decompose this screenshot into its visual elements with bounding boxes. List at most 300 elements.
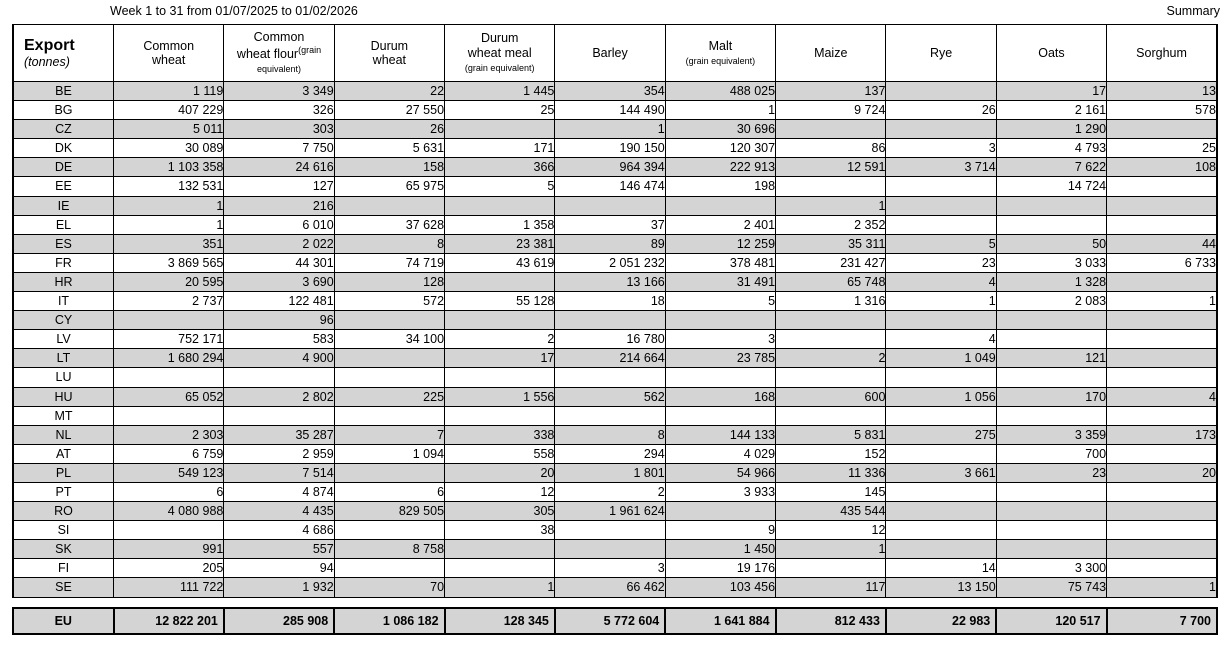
table-cell: 20 595 — [114, 272, 224, 291]
table-cell — [996, 482, 1106, 501]
table-cell: 137 — [776, 82, 886, 101]
table-cell: 96 — [224, 311, 334, 330]
table-cell: 30 089 — [114, 139, 224, 158]
table-cell — [1107, 406, 1217, 425]
header-line1: Oats — [1038, 45, 1065, 60]
export-table — [12, 24, 1218, 598]
table-cell: 2 959 — [224, 444, 334, 463]
table-cell — [445, 272, 555, 291]
row-country-code: EE — [13, 177, 114, 196]
table-row — [13, 387, 1217, 406]
row-country-code: LT — [13, 349, 114, 368]
table-cell: 121 — [996, 349, 1106, 368]
table-cell: 127 — [224, 177, 334, 196]
row-country-code: PL — [13, 463, 114, 482]
row-country-code: DK — [13, 139, 114, 158]
table-cell — [445, 311, 555, 330]
table-cell: 128 — [334, 272, 444, 291]
table-cell: 351 — [114, 234, 224, 253]
header-line1: Rye — [929, 45, 953, 60]
table-cell — [1107, 559, 1217, 578]
table-cell: 144 133 — [665, 425, 775, 444]
row-country-code: HR — [13, 272, 114, 291]
row-country-code: SK — [13, 540, 114, 559]
table-cell: 20 — [445, 463, 555, 482]
header-line1: Durum — [370, 38, 409, 53]
header-line2: wheat flour — [236, 46, 299, 61]
table-cell — [224, 368, 334, 387]
table-cell: 8 758 — [334, 540, 444, 559]
table-cell — [886, 82, 996, 101]
table-cell — [445, 120, 555, 139]
table-cell: 9 — [665, 521, 775, 540]
table-cell: 1 556 — [445, 387, 555, 406]
row-country-code: RO — [13, 502, 114, 521]
table-cell — [1107, 521, 1217, 540]
table-cell: 120 307 — [665, 139, 775, 158]
table-cell: 2 083 — [996, 292, 1106, 311]
table-cell: 1 — [114, 215, 224, 234]
table-cell — [114, 368, 224, 387]
table-cell: 1 056 — [886, 387, 996, 406]
table-cell: 1 290 — [996, 120, 1106, 139]
column-header-malt — [665, 25, 775, 82]
table-cell: 2 — [445, 330, 555, 349]
table-cell — [1107, 349, 1217, 368]
table-cell: 117 — [776, 578, 886, 597]
total-cell: 128 345 — [445, 608, 555, 634]
table-cell: 5 011 — [114, 120, 224, 139]
table-cell — [996, 311, 1106, 330]
table-cell: 13 — [1107, 82, 1217, 101]
table-cell: 3 — [555, 559, 665, 578]
total-cell: 120 517 — [996, 608, 1106, 634]
table-cell — [886, 177, 996, 196]
header-line1: Barley — [592, 45, 628, 60]
table-row — [13, 120, 1217, 139]
table-row — [13, 234, 1217, 253]
table-cell: 583 — [224, 330, 334, 349]
table-cell — [886, 311, 996, 330]
table-cell — [1107, 215, 1217, 234]
table-row — [13, 349, 1217, 368]
table-cell — [114, 521, 224, 540]
table-row — [13, 253, 1217, 272]
table-cell: 30 696 — [665, 120, 775, 139]
table-cell: 18 — [555, 292, 665, 311]
table-cell: 171 — [445, 139, 555, 158]
table-cell: 14 — [886, 559, 996, 578]
table-cell: 1 445 — [445, 82, 555, 101]
table-cell: 44 — [1107, 234, 1217, 253]
table-cell: 65 748 — [776, 272, 886, 291]
table-cell: 326 — [224, 101, 334, 120]
row-country-code: IE — [13, 196, 114, 215]
table-cell: 2 022 — [224, 234, 334, 253]
table-cell: 11 336 — [776, 463, 886, 482]
table-cell: 3 869 565 — [114, 253, 224, 272]
table-cell — [1107, 177, 1217, 196]
table-cell: 2 737 — [114, 292, 224, 311]
table-cell — [886, 196, 996, 215]
table-cell — [334, 463, 444, 482]
table-cell — [114, 406, 224, 425]
table-row — [13, 158, 1217, 177]
table-cell — [555, 196, 665, 215]
table-cell — [996, 406, 1106, 425]
table-cell — [555, 540, 665, 559]
table-cell — [886, 406, 996, 425]
table-cell: 27 550 — [334, 101, 444, 120]
table-cell — [996, 540, 1106, 559]
table-cell: 37 — [555, 215, 665, 234]
table-cell: 4 080 988 — [114, 502, 224, 521]
total-cell: 1 086 182 — [334, 608, 444, 634]
row-country-code: PT — [13, 482, 114, 501]
table-cell: 991 — [114, 540, 224, 559]
table-cell: 2 161 — [996, 101, 1106, 120]
table-row — [13, 559, 1217, 578]
table-cell: 17 — [996, 82, 1106, 101]
table-cell: 152 — [776, 444, 886, 463]
table-cell: 222 913 — [665, 158, 775, 177]
table-cell: 12 259 — [665, 234, 775, 253]
total-cell: 7 700 — [1107, 608, 1217, 634]
table-cell: 35 287 — [224, 425, 334, 444]
table-cell: 12 — [445, 482, 555, 501]
table-cell: 132 531 — [114, 177, 224, 196]
table-row — [13, 272, 1217, 291]
table-cell: 198 — [665, 177, 775, 196]
table-cell: 1 801 — [555, 463, 665, 482]
column-header-rye — [886, 25, 996, 82]
table-cell: 3 349 — [224, 82, 334, 101]
row-country-code: CY — [13, 311, 114, 330]
table-cell — [334, 521, 444, 540]
table-cell: 4 — [1107, 387, 1217, 406]
table-cell — [776, 406, 886, 425]
table-cell: 1 450 — [665, 540, 775, 559]
header-line1: Sorghum — [1136, 45, 1187, 60]
table-cell — [886, 502, 996, 521]
table-cell: 23 — [886, 253, 996, 272]
table-cell: 168 — [665, 387, 775, 406]
table-cell: 303 — [224, 120, 334, 139]
header-sub-line: (grain equivalent) — [685, 56, 756, 66]
table-cell — [996, 521, 1106, 540]
table-row — [13, 444, 1217, 463]
table-cell: 7 622 — [996, 158, 1106, 177]
table-cell: 19 176 — [665, 559, 775, 578]
table-cell: 25 — [1107, 139, 1217, 158]
table-row — [13, 311, 1217, 330]
table-cell — [665, 196, 775, 215]
row-country-code: BG — [13, 101, 114, 120]
table-cell: 55 128 — [445, 292, 555, 311]
table-cell: 86 — [776, 139, 886, 158]
table-cell: 34 100 — [334, 330, 444, 349]
table-cell: 488 025 — [665, 82, 775, 101]
table-cell: 3 300 — [996, 559, 1106, 578]
table-cell: 6 — [334, 482, 444, 501]
table-cell: 2 802 — [224, 387, 334, 406]
table-cell: 31 491 — [665, 272, 775, 291]
table-row — [13, 177, 1217, 196]
table-cell — [334, 406, 444, 425]
table-cell: 572 — [334, 292, 444, 311]
table-cell — [886, 215, 996, 234]
table-cell: 23 — [996, 463, 1106, 482]
table-cell: 111 722 — [114, 578, 224, 597]
table-cell — [886, 540, 996, 559]
header-sub-inline: (grain — [298, 44, 322, 55]
table-cell: 89 — [555, 234, 665, 253]
total-table — [12, 607, 1218, 635]
table-cell: 144 490 — [555, 101, 665, 120]
table-cell — [996, 330, 1106, 349]
table-cell: 1 094 — [334, 444, 444, 463]
table-cell — [334, 559, 444, 578]
table-row — [13, 101, 1217, 120]
table-cell — [776, 330, 886, 349]
table-cell: 366 — [445, 158, 555, 177]
table-cell: 3 661 — [886, 463, 996, 482]
table-cell — [665, 406, 775, 425]
table-row — [13, 540, 1217, 559]
table-cell — [555, 406, 665, 425]
table-cell: 214 664 — [555, 349, 665, 368]
table-cell: 338 — [445, 425, 555, 444]
total-cell: 1 641 884 — [665, 608, 775, 634]
row-country-code: FI — [13, 559, 114, 578]
table-row — [13, 368, 1217, 387]
table-cell: 378 481 — [665, 253, 775, 272]
table-cell: 1 119 — [114, 82, 224, 101]
table-row — [13, 82, 1217, 101]
table-cell: 16 780 — [555, 330, 665, 349]
table-cell: 3 714 — [886, 158, 996, 177]
table-cell: 1 358 — [445, 215, 555, 234]
table-cell: 43 619 — [445, 253, 555, 272]
table-cell — [334, 196, 444, 215]
table-cell: 435 544 — [776, 502, 886, 521]
table-cell: 6 733 — [1107, 253, 1217, 272]
table-cell — [1107, 444, 1217, 463]
table-cell: 4 029 — [665, 444, 775, 463]
table-cell: 158 — [334, 158, 444, 177]
header-line2: wheat — [151, 53, 186, 67]
table-cell: 103 456 — [665, 578, 775, 597]
table-cell: 7 750 — [224, 139, 334, 158]
table-cell — [445, 406, 555, 425]
table-cell: 1 961 624 — [555, 502, 665, 521]
table-cell: 5 631 — [334, 139, 444, 158]
table-cell: 145 — [776, 482, 886, 501]
table-row — [13, 502, 1217, 521]
table-cell: 558 — [445, 444, 555, 463]
table-cell: 3 — [665, 330, 775, 349]
table-cell — [665, 311, 775, 330]
table-cell — [996, 215, 1106, 234]
table-cell — [445, 368, 555, 387]
table-cell: 1 — [555, 120, 665, 139]
row-country-code: HU — [13, 387, 114, 406]
row-country-code: SI — [13, 521, 114, 540]
table-cell — [555, 311, 665, 330]
row-country-code: BE — [13, 82, 114, 101]
row-country-code: AT — [13, 444, 114, 463]
table-cell: 37 628 — [334, 215, 444, 234]
table-cell: 4 874 — [224, 482, 334, 501]
table-cell: 1 — [114, 196, 224, 215]
table-cell: 17 — [445, 349, 555, 368]
row-country-code: NL — [13, 425, 114, 444]
row-country-code: FR — [13, 253, 114, 272]
table-cell: 578 — [1107, 101, 1217, 120]
row-country-code: CZ — [13, 120, 114, 139]
table-cell — [445, 559, 555, 578]
table-cell — [1107, 482, 1217, 501]
table-cell — [776, 177, 886, 196]
table-cell — [776, 559, 886, 578]
row-country-code: LV — [13, 330, 114, 349]
table-cell: 74 719 — [334, 253, 444, 272]
table-cell: 354 — [555, 82, 665, 101]
table-cell: 1 932 — [224, 578, 334, 597]
header-sub-line: equivalent) — [257, 64, 302, 75]
column-header-common-wheat — [114, 25, 224, 82]
table-cell: 7 — [334, 425, 444, 444]
table-cell: 700 — [996, 444, 1106, 463]
column-header-maize — [776, 25, 886, 82]
table-cell — [1107, 502, 1217, 521]
table-cell: 275 — [886, 425, 996, 444]
table-cell — [555, 521, 665, 540]
table-cell: 407 229 — [114, 101, 224, 120]
total-label: EU — [13, 608, 114, 634]
table-row — [13, 406, 1217, 425]
table-cell — [776, 120, 886, 139]
table-cell — [1107, 311, 1217, 330]
table-cell — [886, 368, 996, 387]
table-cell: 146 474 — [555, 177, 665, 196]
table-cell: 3 933 — [665, 482, 775, 501]
table-cell: 231 427 — [776, 253, 886, 272]
table-cell — [1107, 368, 1217, 387]
table-cell: 25 — [445, 101, 555, 120]
table-body — [13, 82, 1217, 598]
corner-title: Export — [24, 36, 75, 54]
header-line1: Maize — [814, 45, 848, 60]
table-cell: 8 — [334, 234, 444, 253]
table-cell: 1 — [776, 540, 886, 559]
table-cell — [996, 368, 1106, 387]
table-cell: 1 — [1107, 292, 1217, 311]
table-cell: 170 — [996, 387, 1106, 406]
table-cell: 12 591 — [776, 158, 886, 177]
table-cell: 65 975 — [334, 177, 444, 196]
table-cell: 205 — [114, 559, 224, 578]
table-cell — [555, 368, 665, 387]
column-header-barley — [555, 25, 665, 82]
table-cell: 4 900 — [224, 349, 334, 368]
table-cell: 70 — [334, 578, 444, 597]
table-cell: 1 328 — [996, 272, 1106, 291]
table-cell: 305 — [445, 502, 555, 521]
table-cell: 24 616 — [224, 158, 334, 177]
total-cell: 22 983 — [886, 608, 996, 634]
table-cell: 4 — [886, 330, 996, 349]
table-cell: 173 — [1107, 425, 1217, 444]
table-row — [13, 482, 1217, 501]
header-line1: Durum — [480, 31, 519, 46]
table-cell: 2 352 — [776, 215, 886, 234]
table-cell — [114, 311, 224, 330]
column-header-sorghum — [1107, 25, 1217, 82]
table-cell: 964 394 — [555, 158, 665, 177]
table-cell: 35 311 — [776, 234, 886, 253]
table-cell — [886, 482, 996, 501]
header-sub-line: (grain equivalent) — [464, 63, 535, 74]
table-cell: 26 — [334, 120, 444, 139]
table-cell: 3 690 — [224, 272, 334, 291]
table-cell: 5 — [665, 292, 775, 311]
table-cell: 2 303 — [114, 425, 224, 444]
table-cell: 7 514 — [224, 463, 334, 482]
table-row — [13, 425, 1217, 444]
total-cell: 812 433 — [776, 608, 886, 634]
header-line2: wheat meal — [467, 45, 532, 60]
table-cell — [224, 406, 334, 425]
table-cell: 216 — [224, 196, 334, 215]
row-country-code: MT — [13, 406, 114, 425]
table-cell: 108 — [1107, 158, 1217, 177]
table-cell: 225 — [334, 387, 444, 406]
table-row — [13, 578, 1217, 597]
table-cell — [996, 196, 1106, 215]
table-cell: 1 — [776, 196, 886, 215]
table-cell: 1 049 — [886, 349, 996, 368]
row-country-code: EL — [13, 215, 114, 234]
table-cell: 38 — [445, 521, 555, 540]
table-cell — [445, 540, 555, 559]
table-cell — [665, 368, 775, 387]
table-cell: 1 — [1107, 578, 1217, 597]
table-row — [13, 521, 1217, 540]
table-cell — [445, 196, 555, 215]
table-cell: 4 — [886, 272, 996, 291]
row-country-code: LU — [13, 368, 114, 387]
summary-label: Summary — [1166, 4, 1220, 18]
row-country-code: IT — [13, 292, 114, 311]
table-cell: 1 — [665, 101, 775, 120]
table-cell: 2 051 232 — [555, 253, 665, 272]
table-cell: 66 462 — [555, 578, 665, 597]
table-row — [13, 139, 1217, 158]
table-cell: 600 — [776, 387, 886, 406]
total-cell: 12 822 201 — [114, 608, 224, 634]
table-cell — [776, 311, 886, 330]
table-cell: 190 150 — [555, 139, 665, 158]
table-cell — [665, 502, 775, 521]
total-cell: 5 772 604 — [555, 608, 665, 634]
table-cell — [1107, 330, 1217, 349]
table-cell: 23 785 — [665, 349, 775, 368]
table-row — [13, 215, 1217, 234]
table-cell: 54 966 — [665, 463, 775, 482]
table-cell: 829 505 — [334, 502, 444, 521]
column-header-oats — [996, 25, 1106, 82]
